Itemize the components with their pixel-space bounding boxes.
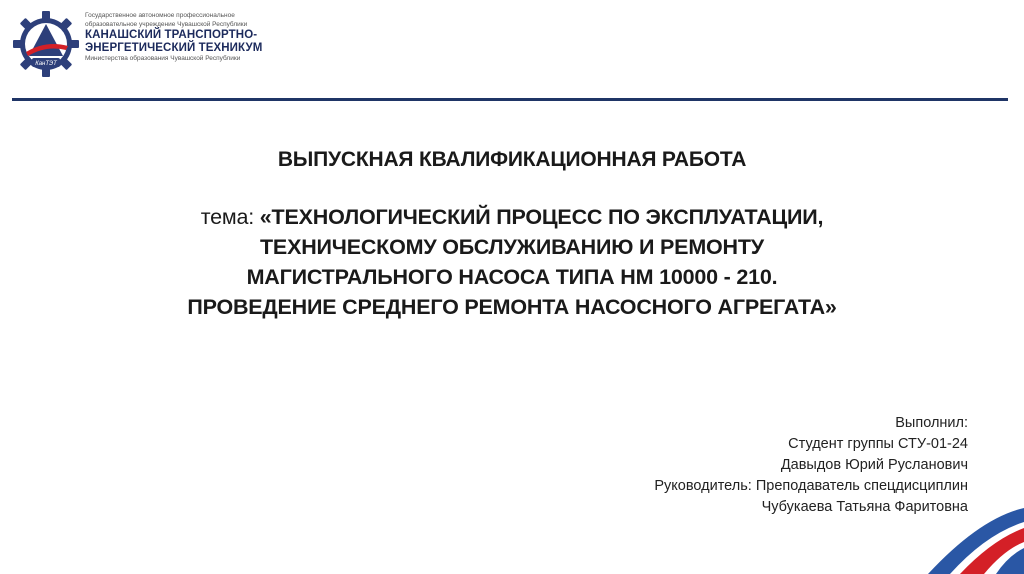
college-info bbox=[85, 13, 285, 63]
work-type-title: ВЫПУСКНАЯ КВАЛИФИКАЦИОННАЯ РАБОТА bbox=[277, 148, 747, 171]
topic-line-4: ПРОВЕДЕНИЕ СРЕДНЕГО РЕМОНТА НАСОСНОГО АГРЕГАТА» bbox=[187, 295, 837, 319]
topic-line-1-text: «ТЕХНОЛОГИЧЕСКИЙ ПРОЦЕСС ПО ЭКСПЛУАТАЦИИ, bbox=[259, 205, 824, 229]
topic-line-3: МАГИСТРАЛЬНОГО НАСОСА ТИПА НМ 10000 - 210. bbox=[246, 265, 778, 289]
header-divider bbox=[12, 98, 1008, 101]
college-logo bbox=[12, 10, 80, 78]
college-name-line-1: КАНАШСКИЙ ТРАНСПОРТНО- bbox=[85, 29, 258, 41]
gear-emblem-icon bbox=[12, 10, 80, 78]
logo-text: КанТЭТ bbox=[35, 61, 57, 67]
corner-swoosh-decoration bbox=[920, 488, 1024, 574]
topic-title bbox=[60, 202, 964, 322]
supervisor-role: Руководитель: Преподаватель спецдисциплин bbox=[654, 478, 968, 494]
supervisor-name: Чубукаева Татьяна Фаритовна bbox=[761, 499, 968, 515]
college-name-line-2: ЭНЕРГЕТИЧЕСКИЙ ТЕХНИКУМ bbox=[85, 41, 263, 54]
topic-line-1 bbox=[60, 202, 964, 232]
topic-line-2: ТЕХНИЧЕСКОМУ ОБСЛУЖИВАНИЮ И РЕМОНТУ bbox=[260, 235, 764, 259]
student-group: Студент группы СТУ-01-24 bbox=[788, 436, 968, 452]
topic-label: тема: bbox=[200, 205, 254, 229]
ministry-line: Министерства образования Чувашской Республики bbox=[85, 55, 241, 62]
org-status-line-2: образовательное учреждение Чувашской Республики bbox=[85, 20, 248, 28]
org-status-line-1: Государственное автономное профессиональное bbox=[85, 12, 235, 19]
student-name: Давыдов Юрий Русланович bbox=[780, 457, 968, 473]
completed-by-label: Выполнил: bbox=[895, 415, 968, 431]
